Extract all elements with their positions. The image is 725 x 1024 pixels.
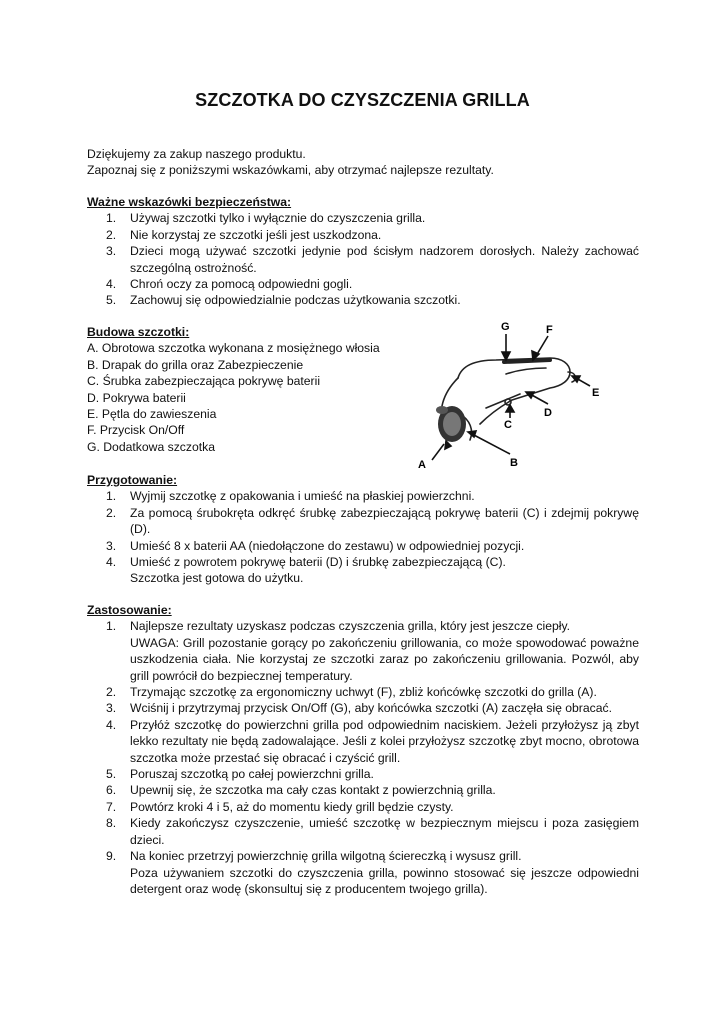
list-number: 4. [106,555,117,570]
list-item [87,488,639,504]
list-item [87,276,639,292]
list-number: 7. [106,799,117,814]
head-outline [442,378,458,406]
button-outline [506,368,546,374]
list-number: 3. [106,244,117,259]
list-item [87,554,639,570]
diagram-label-c: C [504,419,512,431]
intro-line-2: Zapoznaj się z poniższymi wskazówkami, aby otrzymać najlepsze rezultaty. [87,163,494,178]
list-text: Używaj szczotki tylko i wyłącznie do czyszczenia grilla. [130,211,426,226]
prep-list [87,488,639,570]
list-item [87,684,639,700]
list-item [87,717,639,766]
usage-section [87,602,639,897]
parts-list [87,340,397,455]
part-item: G. Dodatkowa szczotka [87,439,216,454]
list-item [87,799,639,815]
part-item: A. Obrotowa szczotka wykonana z mosiężnego włosia [87,341,380,356]
warning-note: UWAGA: Grill pozostanie gorący po zakończeniu grillowania, co może spowodować poważne uszkodzenia ciała. Nie korzystaj ze szczotki zaraz po zakończeniu grillowania. Pozwól, aby grill powrócił do bezpiecznej temperatury. [130,635,639,683]
list-number: 1. [106,619,117,634]
list-item [87,227,639,243]
list-text: Za pomocą śrubokręta odkręć śrubkę zabezpieczającą pokrywę baterii (C) i zdejmij pokrywę (D). [130,505,639,537]
list-number: 1. [106,489,117,504]
list-item [87,766,639,782]
list-number: 3. [106,538,117,553]
list-item [87,292,639,308]
list-text: Zachowuj się odpowiedzialnie podczas użytkowania szczotki. [130,293,461,308]
list-item [87,538,639,554]
diagram-label-f: F [546,324,553,336]
usage-list [87,618,639,897]
part-item: B. Drapak do grilla oraz Zabezpieczenie [87,357,304,372]
list-number: 2. [106,505,117,520]
final-note: Poza używaniem szczotki do czyszczenia grilla, powinno stosować się jeszcze odpowiedni detergent oraz wodę (skonsultuj się z producentem twojego grilla). [130,865,639,896]
safety-section [87,194,639,309]
list-text: Wyjmij szczotkę z opakowania i umieść na płaskiej powierzchni. [130,489,475,504]
handle-outline [458,358,570,424]
diagram-label-e: E [592,387,600,399]
list-number: 6. [106,783,117,798]
list-number: 4. [106,277,117,292]
prep-heading: Przygotowanie: [87,473,178,487]
part-item: E. Pętla do zawieszenia [87,407,217,422]
part-item: C. Śrubka zabezpieczająca pokrywę baterii [87,374,321,389]
rotating-brush-head [436,406,466,442]
diagram-label-b: B [510,457,518,469]
diagram-label-a: A [418,459,426,471]
list-text: Dzieci mogą używać szczotki jedynie pod ścisłym nadzorem dorosłych. Należy zachować szczególną ostrożność. [130,244,639,275]
list-text: Umieść 8 x baterii AA (niedołączone do zestawu) w odpowiedniej pozycji. [130,538,525,553]
list-number: 4. [106,717,117,732]
list-text: Chroń oczy za pomocą odpowiedni gogli. [130,277,353,292]
list-text: Trzymając szczotkę za ergonomiczny uchwyt (F), zbliż końcówkę szczotki do grilla (A). [130,685,597,700]
list-number: 8. [106,816,117,831]
list-text: Nie korzystaj ze szczotki jeśli jest uszkodzona. [130,227,382,242]
page-title: SZCZOTKA DO CZYSZCZENIA GRILLA [195,90,530,110]
safety-list [87,210,639,308]
list-text: Najlepsze rezultaty uzyskasz podczas czyszczenia grilla, który jest jeszcze ciepły. [130,619,571,634]
prep-section [87,472,639,587]
list-item [87,700,639,716]
usage-heading: Zastosowanie: [87,603,172,617]
diagram-label-g: G [501,321,510,333]
list-item [87,782,639,798]
list-text: Upewnij się, że szczotka ma cały czas kontakt z powierzchnią grilla. [130,783,496,798]
list-number: 2. [106,227,117,242]
list-text: Przyłóż szczotkę do powierzchni grilla pod odpowiednim naciskiem. Jeżeli przyłożysz ją zbyt lekko rezultaty nie będą zadowalające. Jeśli z kolei przyłożysz szczotkę zbyt mocno, obrotowa szczotka może przestać się obracać i czyścić grill. [130,717,639,765]
prep-note: Szczotka jest gotowa do użytku. [130,571,304,586]
list-item [87,243,639,276]
list-number: 1. [106,211,117,226]
list-text: Umieść z powrotem pokrywę baterii (D) i śrubkę zabezpieczającą (C). [130,555,506,570]
list-item [87,848,639,897]
list-item [87,815,639,848]
list-text: Na koniec przetrzyj powierzchnię grilla wilgotną ściereczką i wysusz grill. [130,849,522,864]
list-number: 3. [106,701,117,716]
list-number: 2. [106,685,117,700]
safety-heading: Ważne wskazówki bezpieczeństwa: [87,195,292,209]
list-text: Kiedy zakończysz czyszczenie, umieść szczotkę w bezpiecznym miejscu i poza zasięgiem dzieci. [130,816,639,847]
list-text: Wciśnij i przytrzymaj przycisk On/Off (G), aby końcówka szczotki (A) zaczęła się obracać. [130,701,612,716]
list-text: Poruszaj szczotką po całej powierzchni grilla. [130,767,374,782]
brush-diagram [400,316,610,474]
parts-section [87,324,397,455]
list-text: Powtórz kroki 4 i 5, aż do momentu kiedy grill będzie czysty. [130,799,454,814]
list-item [87,210,639,226]
intro-line-1: Dziękujemy za zakup naszego produktu. [87,147,306,161]
part-item: F. Przycisk On/Off [87,423,185,438]
list-number: 5. [106,767,117,782]
list-item [87,618,639,684]
extra-brush [504,360,550,362]
list-number: 5. [106,293,117,308]
list-item [87,505,639,538]
intro [87,146,639,179]
part-item: D. Pokrywa baterii [87,390,186,405]
parts-heading: Budowa szczotki: [87,325,190,339]
diagram-label-d: D [544,407,552,419]
list-number: 9. [106,849,117,864]
